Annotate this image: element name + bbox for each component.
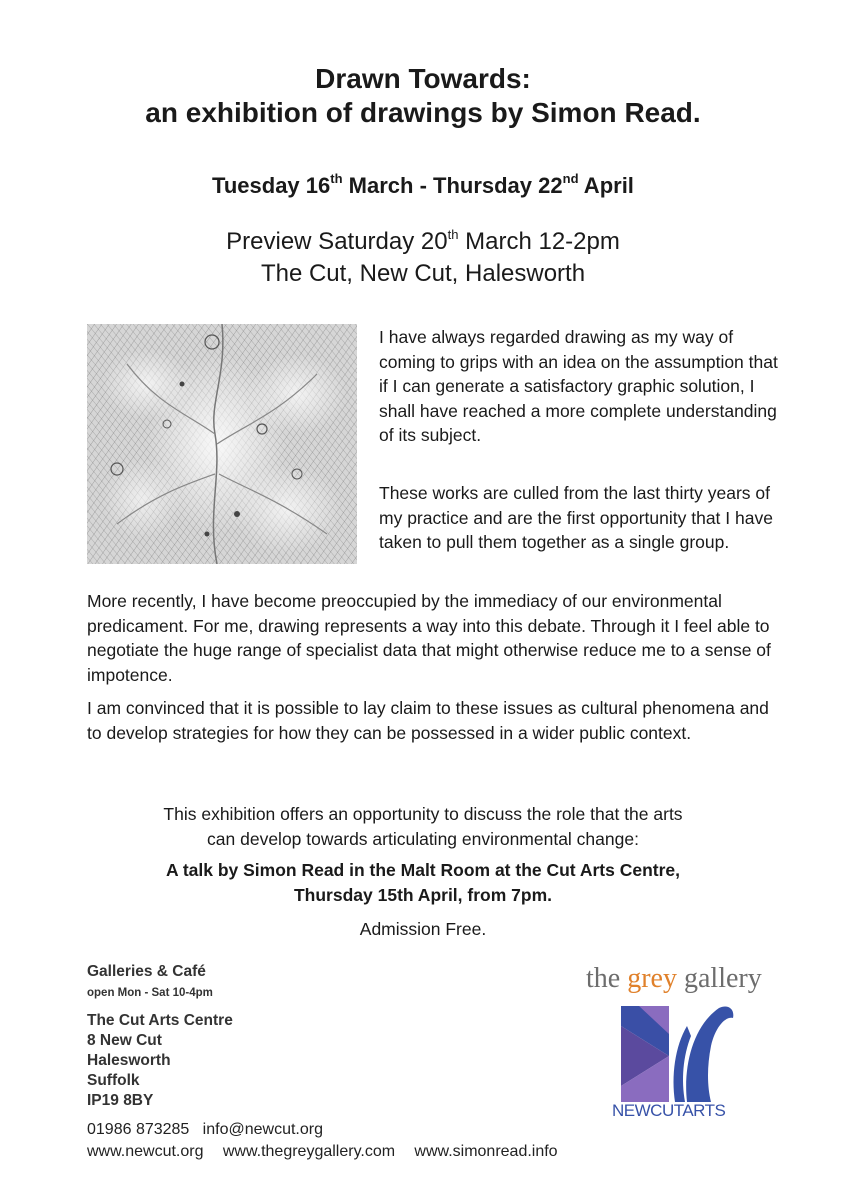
- grey-gallery-text-pre: the: [586, 963, 628, 994]
- preview-prefix: Preview Saturday 20: [226, 228, 448, 255]
- dates-end-sup: nd: [562, 171, 579, 186]
- body-paragraph-4: I am convinced that it is possible to lay claim to these issues as cultural phenomena and to develop strategies for how they can be possessed in a wider public context.: [87, 698, 769, 743]
- offer-line-1: This exhibition offers an opportunity to discuss the role that the arts: [163, 804, 683, 824]
- preview-suffix: March 12-2pm: [458, 228, 620, 255]
- galleries-cafe-label: Galleries & Café: [87, 963, 206, 980]
- link-simonread[interactable]: www.simonread.info: [414, 1143, 558, 1160]
- talk-line-1: A talk by Simon Read in the Malt Room at the Cut Arts Centre,: [165, 860, 681, 880]
- dates-start-sup: th: [330, 171, 343, 186]
- event-talk: [0, 858, 846, 908]
- body-paragraph-2: These works are culled from the last thirty years of my practice and are the first opportunity that I have taken to pull them together as a single group.: [379, 483, 773, 552]
- artwork-drawing: [87, 324, 357, 564]
- address-block: [87, 1011, 233, 1111]
- link-newcut[interactable]: www.newcut.org: [87, 1143, 204, 1160]
- phone-number: 01986 873285: [87, 1121, 190, 1138]
- newcut-logo-mark: [621, 1006, 741, 1102]
- contact-line: [87, 1119, 323, 1141]
- grey-gallery-logo: [586, 962, 786, 996]
- address-line: IP19 8BY: [87, 1092, 154, 1109]
- artwork-image: [87, 324, 357, 564]
- grey-gallery-text-accent: grey: [627, 963, 677, 994]
- opening-hours: open Mon - Sat 10-4pm: [87, 987, 213, 999]
- title-line-2: an exhibition of drawings by Simon Read.: [145, 97, 701, 128]
- preview-sup: th: [447, 227, 459, 242]
- preview-venue: The Cut, New Cut, Halesworth: [260, 260, 586, 287]
- talk-line-2: Thursday 15th April, from 7pm.: [293, 885, 552, 905]
- newcut-logo-text: NEWCUTARTS: [612, 1101, 726, 1120]
- address-line: Suffolk: [87, 1072, 140, 1089]
- address-line: Halesworth: [87, 1052, 171, 1069]
- admission-note: Admission Free.: [359, 919, 487, 939]
- dates-end: April: [578, 173, 634, 198]
- body-paragraph-3: More recently, I have become preoccupied by the immediacy of our environmental predicament. For me, drawing represents a way into this debate. Through it I feel able to negotiate the huge range of specialist data that might otherwise reduce me to a sense of impotence.: [87, 591, 771, 685]
- email-address[interactable]: info@newcut.org: [202, 1121, 323, 1138]
- exhibition-title: [0, 62, 846, 130]
- preview-info: [0, 226, 846, 290]
- grey-gallery-text-post: gallery: [676, 963, 762, 994]
- website-links: [87, 1141, 558, 1163]
- body-paragraph-1: I have always regarded drawing as my way of coming to grips with an idea on the assumption that if I can generate a satisfactory graphic solution, I shall have reached a more complete understanding of its subject.: [379, 327, 778, 445]
- exhibition-dates: [0, 172, 846, 200]
- title-line-1: Drawn Towards:: [315, 63, 531, 94]
- dates-middle: March - Thursday 22: [342, 173, 563, 198]
- address-line: The Cut Arts Centre: [87, 1012, 233, 1029]
- link-greygallery[interactable]: www.thegreygallery.com: [222, 1143, 396, 1160]
- address-line: 8 New Cut: [87, 1032, 162, 1049]
- event-offer: [0, 802, 846, 852]
- offer-line-2: can develop towards articulating environmental change:: [207, 829, 639, 849]
- dates-start: Tuesday 16: [212, 173, 331, 198]
